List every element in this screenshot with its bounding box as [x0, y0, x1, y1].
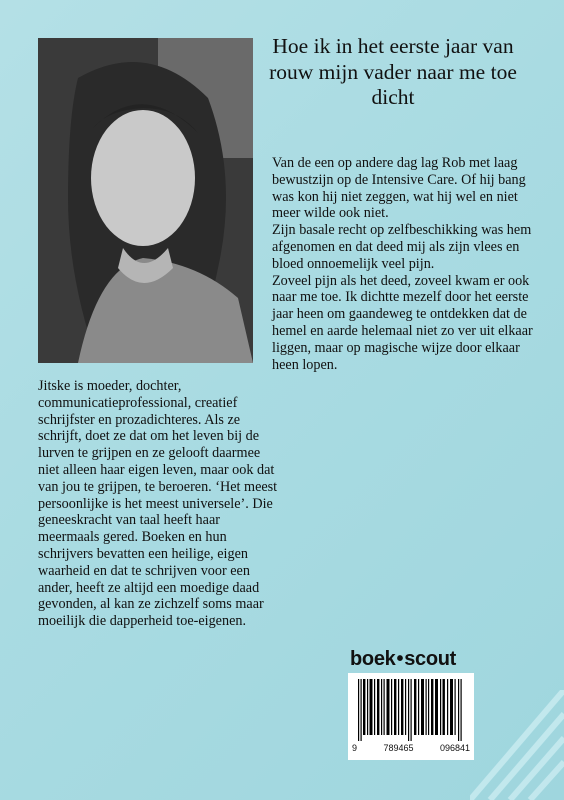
logo-part1: boek [350, 648, 396, 670]
author-bio: Jitske is moeder, dochter, communicatieprofessional, creatief schrijfster en prozadichteres. Als ze schrijft, doet ze dat om het leven bij de lurven te grijpen en ze gelooft daarmee niet alleen haar eigen leven, maar ook dat van jou te grijpen, te beroeren. ‘Het meest persoonlijke is het meest universele’. Die geneeskracht van taal heeft haar meermaals gered. Boeken en hun schrijvers bevatten een heilige, eigen waarheid en dat te schrijven voor een ander, heeft ze altijd een moedige daad gevonden, al kan ze zichzelf soms maar moeilijk die dapperheid toe-eigenen. [38, 378, 278, 630]
isbn-number [352, 743, 470, 753]
blurb-paragraph: Van de een op andere dag lag Rob met laag bewustzijn op de Intensive Care. Of hij bang was kon hij niet zeggen, wat hij wel en niet meer wilde ook niet. [272, 155, 526, 222]
blurb [272, 155, 540, 373]
isbn-group1: 789465 [383, 743, 414, 753]
publisher-logo [350, 648, 456, 671]
logo-dot: • [396, 648, 404, 670]
book-title: Hoe ik in het eerste jaar van rouw mijn vader naar me toe dicht [269, 34, 517, 109]
portrait-image [38, 38, 253, 363]
barcode-bars [356, 679, 466, 741]
blurb-paragraph: Zoveel pijn als het deed, zoveel kwam er ook naar me toe. Ik dichtte mezelf door het eerste jaar heen om gaandeweg te ontdekken dat de hemel en aarde helemaal niet zo ver uit elkaar liggen, maar op magische wijze door elkaar heen lopen. [272, 272, 533, 373]
blurb-paragraph: Zijn basale recht op zelfbeschikking was hem afgenomen en dat deed mij als zijn vlees en bloed onnoemelijk veel pijn. [272, 222, 532, 272]
decorative-stripes [470, 690, 564, 800]
isbn-first-digit: 9 [352, 743, 358, 753]
barcode [348, 673, 474, 760]
author-photo [38, 38, 253, 363]
logo-part2: scout [404, 648, 457, 670]
isbn-group2: 096841 [439, 743, 470, 753]
